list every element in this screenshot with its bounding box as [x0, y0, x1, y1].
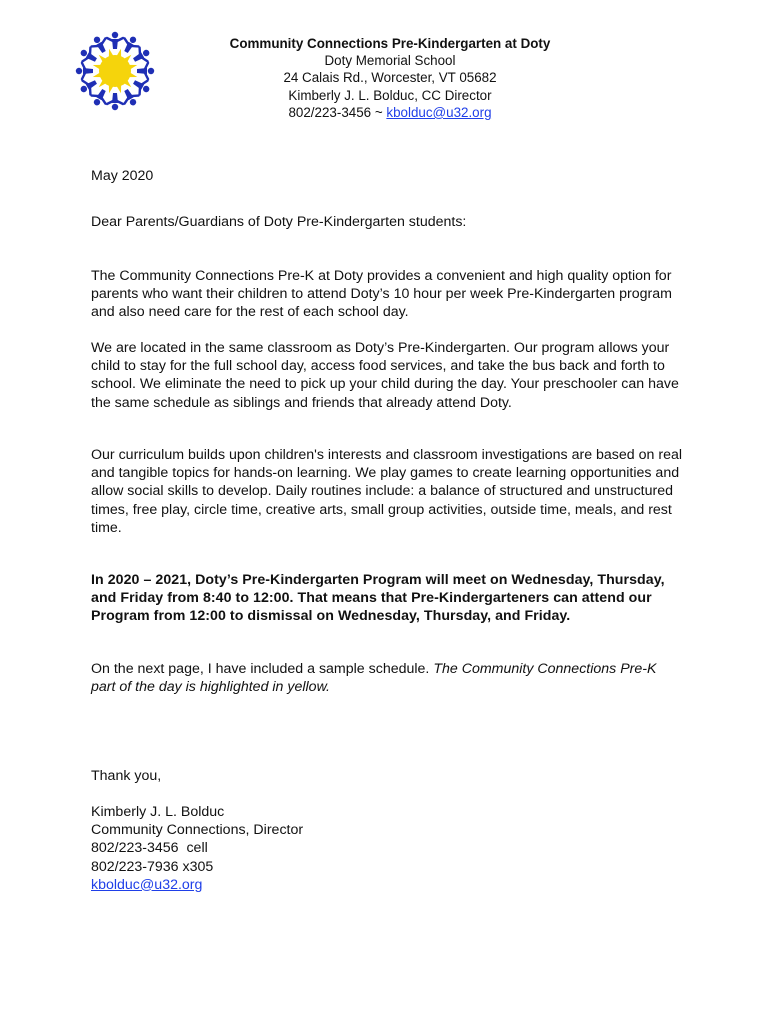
signature-block	[91, 803, 691, 894]
school-address: 24 Calais Rd., Worcester, VT 05682	[283, 70, 497, 86]
signature-title: Community Connections, Director	[91, 822, 304, 839]
paragraph-location: We are located in the same classroom as Doty’s Pre-Kindergarten. Our program allows your child to stay for the full school day, access food services, and take the bus back and forth to school. We eliminate the need to pick up your child during the day. Your preschooler can have the same schedule as siblings and friends that already attend Doty.	[91, 340, 679, 411]
organization-name: Community Connections Pre-Kindergarten at Doty	[229, 36, 551, 51]
signature-name: Kimberly J. L. Bolduc	[91, 804, 225, 820]
paragraph-schedule-notice: In 2020 – 2021, Doty’s Pre-Kindergarten Program will meet on Wednesday, Thursday, and Friday from 8:40 to 12:00. That means that Pre-Kindergarteners can attend our Program from 12:00 to dismissal on Wednesday, Thursday, and Friday.	[91, 572, 665, 625]
signature-cell: 802/223-3456 cell	[91, 840, 208, 857]
closing: Thank you,	[91, 768, 162, 784]
paragraph-curriculum: Our curriculum builds upon children's interests and classroom investigations are based on real and tangible topics for hands-on learning. We play games to create learning opportunities and allow social skills to develop. Daily routines include: a balance of structured and unstructured times, free play, circle time, creative arts, small group activities, outside time, meals, and rest time.	[91, 447, 682, 536]
signature-email-link[interactable]: kbolduc@u32.org	[91, 876, 203, 893]
letterhead	[190, 35, 590, 121]
paragraph-intro: The Community Connections Pre-K at Doty provides a convenient and high quality option for parents who want their children to attend Doty’s 10 hour per week Pre-Kindergarten program and also need care for the rest of each school day.	[91, 268, 672, 321]
highlight-note-text: The Community Connections Pre-K part of the day is highlighted in yellow.	[91, 661, 657, 696]
header-email-link[interactable]: kbolduc@u32.org	[386, 104, 492, 120]
director-line: Kimberly J. L. Bolduc, CC Director	[288, 87, 492, 103]
paragraph-sample-schedule	[91, 660, 661, 696]
school-name: Doty Memorial School	[324, 53, 456, 69]
schedule-note-text: On the next page, I have included a sample schedule.	[91, 661, 434, 677]
contact-line	[190, 104, 590, 121]
sun-logo-icon	[74, 30, 156, 112]
signature-office: 802/223-7936 x305	[91, 858, 214, 875]
salutation: Dear Parents/Guardians of Doty Pre-Kindergarten students:	[91, 214, 467, 230]
phone-number: 802/223-3456 ~	[288, 104, 387, 120]
letter-date: May 2020	[91, 168, 154, 184]
